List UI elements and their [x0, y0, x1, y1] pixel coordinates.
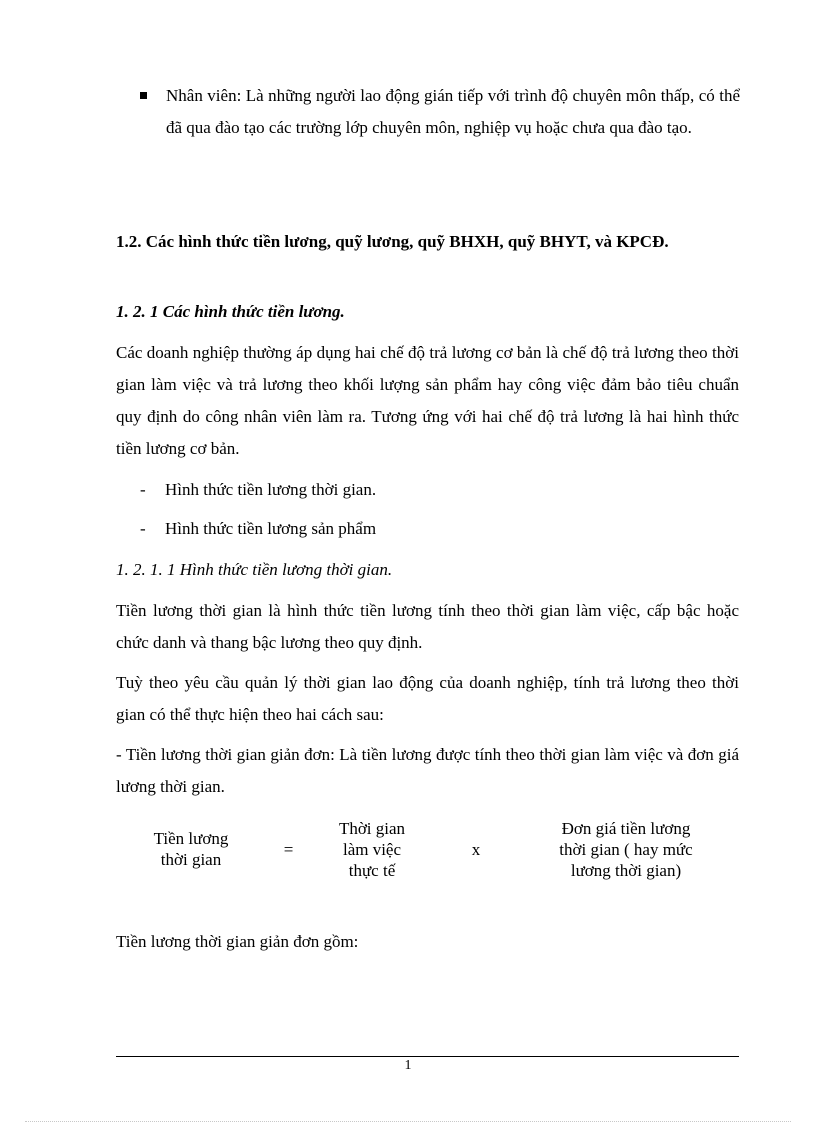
- subsub-heading: 1. 2. 1. 1 Hình thức tiền lương thời gian.: [116, 560, 393, 579]
- list-item-text: Hình thức tiền lương thời gian.: [165, 480, 377, 499]
- methods-paragraph: Tuỳ theo yêu cầu quản lý thời gian lao động của doanh nghiệp, tính trả lương theo thời gian có thể thực hiện theo hai cách sau:: [116, 673, 739, 724]
- simple-wage-paragraph: - Tiền lương thời gian giản đơn: Là tiền lương được tính theo thời gian làm việc và đơn giá lương thời gian.: [116, 745, 739, 796]
- formula-times: x: [471, 840, 481, 859]
- wage-formula: [116, 815, 739, 887]
- bullet-item: [140, 80, 740, 144]
- intro-paragraph: Các doanh nghiệp thường áp dụng hai chế độ trả lương cơ bản là chế độ trả lương theo thời gian làm việc và trả lương theo khối lượng sản phẩm hay công việc đảm bảo tiêu chuẩn quy định do công nhân viên làm ra. Tương ứng với hai chế độ trả lương là hai hình thức tiền lương cơ bản.: [116, 343, 739, 458]
- formula-term-rate: Đơn giá tiền lương thời gian ( hay mức lương thời gian): [559, 819, 693, 880]
- square-bullet-icon: [140, 92, 147, 99]
- dash-bullet: -: [140, 519, 146, 538]
- list-item-text: Hình thức tiền lương sản phẩm: [165, 519, 377, 538]
- footer-rule: [116, 1056, 739, 1057]
- formula-equals: =: [283, 840, 294, 859]
- page-number: 1: [404, 1058, 412, 1073]
- section-heading: 1.2. Các hình thức tiền lương, quỹ lương, quỹ BHXH, quỹ BHYT, và KPCĐ.: [116, 232, 669, 251]
- definition-paragraph: Tiền lương thời gian là hình thức tiền lương tính theo thời gian làm việc, cấp bậc hoặc chức danh và thang bậc lương theo quy định.: [116, 601, 739, 652]
- includes-paragraph: Tiền lương thời gian giản đơn gồm:: [116, 932, 359, 951]
- list-item: [140, 513, 376, 545]
- subsection-heading: 1. 2. 1 Các hình thức tiền lương.: [116, 302, 345, 321]
- dash-bullet: -: [140, 480, 146, 499]
- formula-lhs: Tiền lương thời gian: [153, 829, 229, 869]
- list-item: [140, 474, 376, 506]
- page-bottom-dotted-border: [25, 1121, 791, 1122]
- bullet-text: Nhân viên: Là những người lao động gián tiếp với trình độ chuyên môn thấp, có thể đã qua đào tạo các trường lớp chuyên môn, nghiệp vụ hoặc chưa qua đào tạo.: [166, 86, 740, 137]
- formula-term-time: Thời gian làm việc thực tế: [338, 819, 406, 880]
